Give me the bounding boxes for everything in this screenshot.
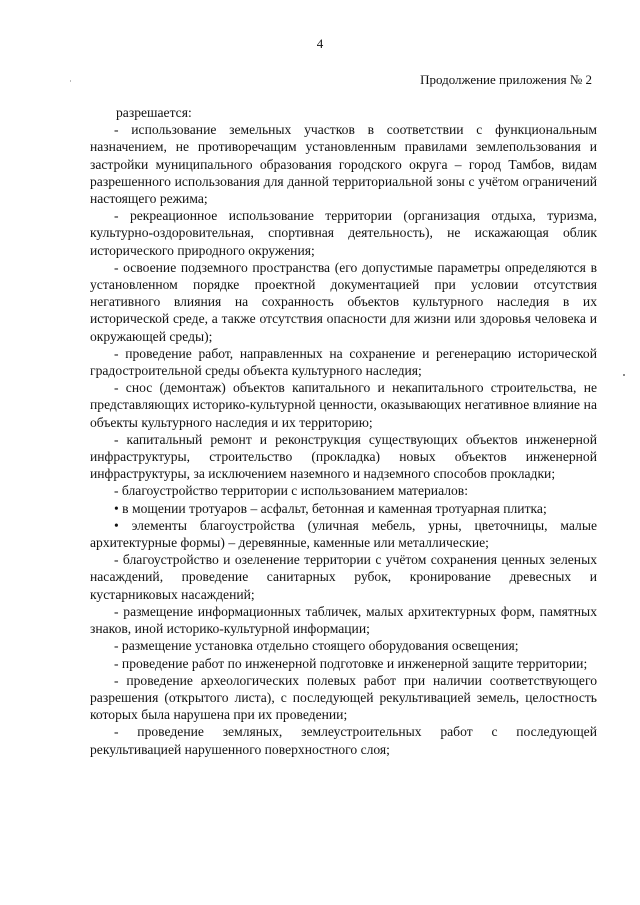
paragraph-landscaping-materials: - благоустройство территории с использованием материалов: bbox=[114, 483, 469, 499]
paragraph-lighting: - размещение установка отдельно стоящего оборудования освещения; bbox=[114, 638, 519, 654]
scan-speck bbox=[623, 374, 625, 376]
paragraph-greening: - благоустройство и озеленение территории с учётом сохранения ценных зеленых насаждений, проведение санитарных рубок, кронирование древесных и кустарниковых насаждений; bbox=[90, 552, 597, 602]
paragraph-earthworks: - проведение земляных, землеустроительных работ с последующей рекультивацией нарушенного поверхностного слоя; bbox=[90, 724, 597, 757]
paragraph-archaeology: - проведение археологических полевых работ при наличии соответствующего разрешения (открытого листа), с последующей рекультивацией земель, целостность которых была нарушена при их проведении; bbox=[90, 672, 597, 723]
document-body bbox=[90, 104, 597, 758]
paragraph-info-signs: - размещение информационных табличек, малых архитектурных форм, памятных знаков, иной историко-культурной информации; bbox=[90, 603, 597, 637]
paragraph-recreation: - рекреационное использование территории (организация отдыха, туризма, культурно-оздоровительная, спортивная деятельность), не искажающая облик исторического природного окружения; bbox=[90, 208, 597, 258]
paragraph-infrastructure: - капитальный ремонт и реконструкция существующих объектов инженерной инфраструктуры, строительство (прокладка) новых объектов инженерной инфраструктуры, за исключением наземного и надземного способов прокладки; bbox=[90, 431, 597, 482]
paragraph-intro: разрешается: bbox=[116, 105, 192, 120]
appendix-continuation-label: Продолжение приложения № 2 bbox=[420, 72, 592, 87]
paragraph-underground: - освоение подземного пространства (его допустимые параметры определяются в установленном порядке проектной документацией при условии отсутствия негативного влияния на сохранность объектов культурного наследия в их исторической среде, а также отсутствия опасности для жизни или здоровья человека и окружающей среды); bbox=[90, 259, 597, 344]
paragraph-street-elements: • элементы благоустройства (уличная мебель, урны, цветочницы, малые архитектурные формы) – деревянные, каменные или металлические; bbox=[90, 517, 597, 551]
paragraph-paving: • в мощении тротуаров – асфальт, бетонная и каменная тротуарная плитка; bbox=[114, 500, 547, 516]
scan-speck bbox=[70, 80, 71, 82]
paragraph-demolition: - снос (демонтаж) объектов капитального и некапитального строительства, не представляющих историко-культурной ценности, оказывающих негативное влияние на объекты культурного наследия и их территорию; bbox=[90, 380, 597, 430]
paragraph-land-use: - использование земельных участков в соответствии с функциональным назначением, не противоречащим установленным правилами землепользования и застройки муниципального образования городского округа – город Тамбов, видам разрешенного использования для данной территориальной зоны с учётом ограничений настоящего режима; bbox=[90, 122, 597, 207]
page-number: 4 bbox=[316, 36, 324, 51]
paragraph-engineering-prep: - проведение работ по инженерной подготовке и инженерной защите территории; bbox=[114, 655, 588, 671]
paragraph-regeneration: - проведение работ, направленных на сохранение и регенерацию исторической градостроительной среды объекта культурного наследия; bbox=[90, 345, 597, 379]
